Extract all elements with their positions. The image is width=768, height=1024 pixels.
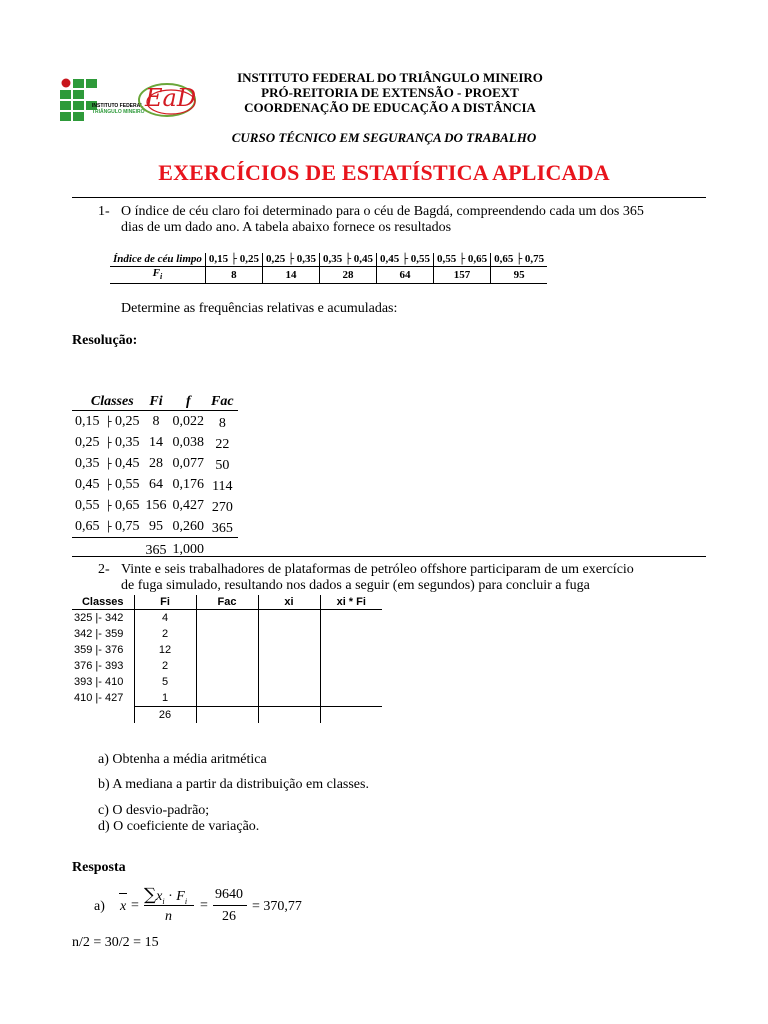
ceu-interval: 0,35 ├ 0,45 [319,253,376,267]
table-row: 0,15 ├ 0,25 8 0,022 8 [75,413,226,431]
fuga-table [72,595,382,723]
col-fi: Fi [134,595,196,610]
mean-formula: a) x = $\sum x_i \cdot F_i$ n = 9640 26 = 370,77 [94,885,302,924]
table-row: 376 |- 393 2 [72,658,382,674]
q1-text-line2: dias de um dado ano. A tabela abaixo fornece os resultados [121,220,452,235]
pro-rectory: PRÓ-REITORIA DE EXTENSÃO - PROEXT [261,85,519,100]
fi-label: $F_i$ [110,267,205,284]
q2-item-a: a) Obtenha a média aritmética [98,752,267,767]
xbar-bar [119,893,127,894]
ceu-fi: 28 [319,267,376,284]
fraction-bar [213,905,247,906]
table-row: 0,25 ├ 0,35 14 0,038 22 [75,434,230,452]
divider [72,197,706,198]
q2-text-line2: de fuga simulado, resultando nos dados a seguir (em segundos) para concluir a fuga [121,578,590,593]
page-title: EXERCÍCIOS DE ESTATÍSTICA APLICADA [158,160,610,185]
table-row: 410 |- 427 1 [72,690,382,707]
ceu-interval: 0,55 ├ 0,65 [434,253,491,267]
col-xi: xi [258,595,320,610]
q2-number: 2- [98,562,110,577]
ceu-fi: 95 [491,267,548,284]
table-row: 0,45 ├ 0,55 64 0,176 114 [75,476,233,494]
q2-item-c: c) O desvio-padrão; [98,803,210,818]
total-row: 365 1,000 [145,542,205,558]
q2-text-line1: Vinte e seis trabalhadores de plataformas de petróleo offshore participaram de um exercício [121,562,634,577]
ceu-fi: 157 [434,267,491,284]
table-row: 342 |- 359 2 [72,626,382,642]
divider [72,556,706,557]
ceu-interval: 0,45 ├ 0,55 [377,253,434,267]
resolucao-table [72,380,238,559]
col-xi-fi: xi * Fi [320,595,382,610]
table-row: 393 |- 410 5 [72,674,382,690]
q2-item-d: d) O coeficiente de variação. [98,819,260,834]
table-row: 0,65 ├ 0,75 95 0,260 365 [72,516,238,538]
ceu-interval: 0,25 ├ 0,35 [262,253,319,267]
sum-numerator: $\sum x_i \cdot F_i$ [144,885,188,906]
ceu-fi: 14 [262,267,319,284]
q1-prompt: Determine as frequências relativas e acumuladas: [121,301,398,316]
q1-text-line1: O índice de céu claro foi determinado para o céu de Bagdá, compreendendo cada um dos 365 [121,204,644,219]
col-classes: Classes [72,380,143,411]
table-row: 359 |- 376 12 [72,642,382,658]
table-row: 325 |- 342 4 [72,610,382,627]
col-fi: Fi [143,380,170,411]
ceu-label: Índice de céu limpo [110,253,205,267]
institution-name: INSTITUTO FEDERAL DO TRIÂNGULO MINEIRO [237,70,543,85]
table-row: 0,55 ├ 0,65 156 0,427 270 [75,497,233,515]
median-calc: n/2 = 30/2 = 15 [72,935,159,950]
ceu-interval: 0,15 ├ 0,25 [205,253,262,267]
resolucao-label: Resolução: [72,333,138,348]
ceu-table [110,253,547,284]
q2-item-b: b) A mediana a partir da distribuição em classes. [98,777,369,792]
col-f: f [170,380,208,411]
ceu-fi: 8 [205,267,262,284]
q1-number: 1- [98,204,110,219]
col-fac: Fac [207,380,238,411]
ead-logo-text: EaD [145,84,197,112]
ceu-fi: 64 [377,267,434,284]
course-name: CURSO TÉCNICO EM SEGURANÇA DO TRABALHO [231,130,537,145]
total-row: 26 [72,707,382,724]
resposta-label: Resposta [72,860,126,875]
if-logo-text: INSTITUTO FEDERAL TRIÂNGULO MINEIRO [92,103,145,115]
col-fac: Fac [196,595,258,610]
coordination: COORDENAÇÃO DE EDUCAÇÃO A DISTÂNCIA [244,100,536,115]
ceu-interval: 0,65 ├ 0,75 [491,253,548,267]
fraction-bar [144,905,194,906]
table-row: 0,35 ├ 0,45 28 0,077 50 [75,455,230,473]
col-classes: Classes [72,595,134,610]
if-logo [60,77,145,121]
